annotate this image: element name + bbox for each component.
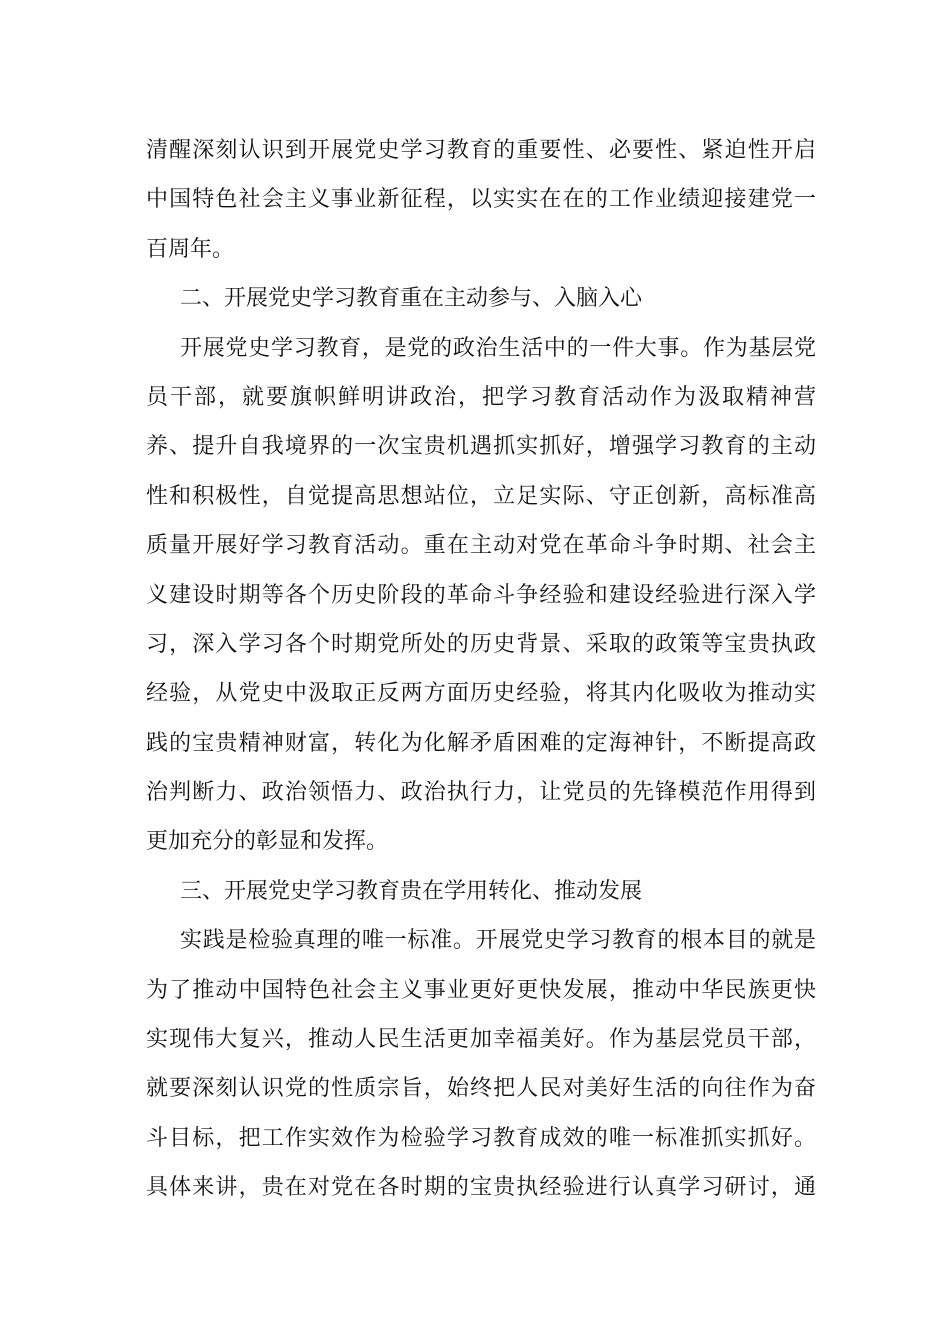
- text-line: 具体来讲，贵在对党在各时期的宝贵执经验进行认真学习研讨，通: [146, 1175, 816, 1201]
- text-line: 义建设时期等各个历史阶段的革命斗争经验和建设经验进行深入学: [146, 582, 816, 608]
- text-line: 更加充分的彰显和发挥。: [146, 829, 389, 855]
- text-line: 践的宝贵精神财富，转化为化解矛盾困难的定海神针，不断提高政: [146, 730, 816, 756]
- text-line: 开展党史学习教育，是党的政治生活中的一件大事。作为基层党: [180, 335, 816, 361]
- text-line: 经验，从党史中汲取正反两方面历史经验，将其内化吸收为推动实: [146, 681, 816, 707]
- text-line: 员干部，就要旗帜鲜明讲政治，把学习教育活动作为汲取精神营: [146, 384, 816, 410]
- text-line: 习，深入学习各个时期党所处的历史背景、采取的政策等宝贵执政: [146, 631, 816, 657]
- text-line: 百周年。: [146, 236, 235, 262]
- section-heading: 三、开展党史学习教育贵在学用转化、推动发展: [180, 878, 643, 904]
- text-line: 中国特色社会主义事业新征程，以实实在在的工作业绩迎接建党一: [146, 187, 816, 213]
- text-line: 治判断力、政治领悟力、政治执行力，让党员的先锋模范作用得到: [146, 780, 816, 806]
- body-text: [146, 126, 816, 1213]
- text-line: 就要深刻认识党的性质宗旨，始终把人民对美好生活的向往作为奋: [146, 1076, 816, 1102]
- text-line: 清醒深刻认识到开展党史学习教育的重要性、必要性、紧迫性开启: [146, 138, 816, 163]
- section-heading: 二、开展党史学习教育重在主动参与、入脑入心: [180, 286, 643, 312]
- text-line: 为了推动中国特色社会主义事业更好更快发展，推动中华民族更快: [146, 977, 816, 1003]
- text-line: 斗目标，把工作实效作为检验学习教育成效的唯一标准抓实抓好。: [146, 1125, 816, 1151]
- text-line: 实现伟大复兴，推动人民生活更加幸福美好。作为基层党员干部，: [146, 1027, 816, 1053]
- text-line: 养、提升自我境界的一次宝贵机遇抓实抓好，增强学习教育的主动: [146, 434, 816, 460]
- text-line: 质量开展好学习教育活动。重在主动对党在革命斗争时期、社会主: [146, 533, 816, 559]
- text-line: 实践是检验真理的唯一标准。开展党史学习教育的根本目的就是: [180, 928, 816, 954]
- text-line: 性和积极性，自觉提高思想站位，立足实际、守正创新，高标准高: [146, 483, 816, 509]
